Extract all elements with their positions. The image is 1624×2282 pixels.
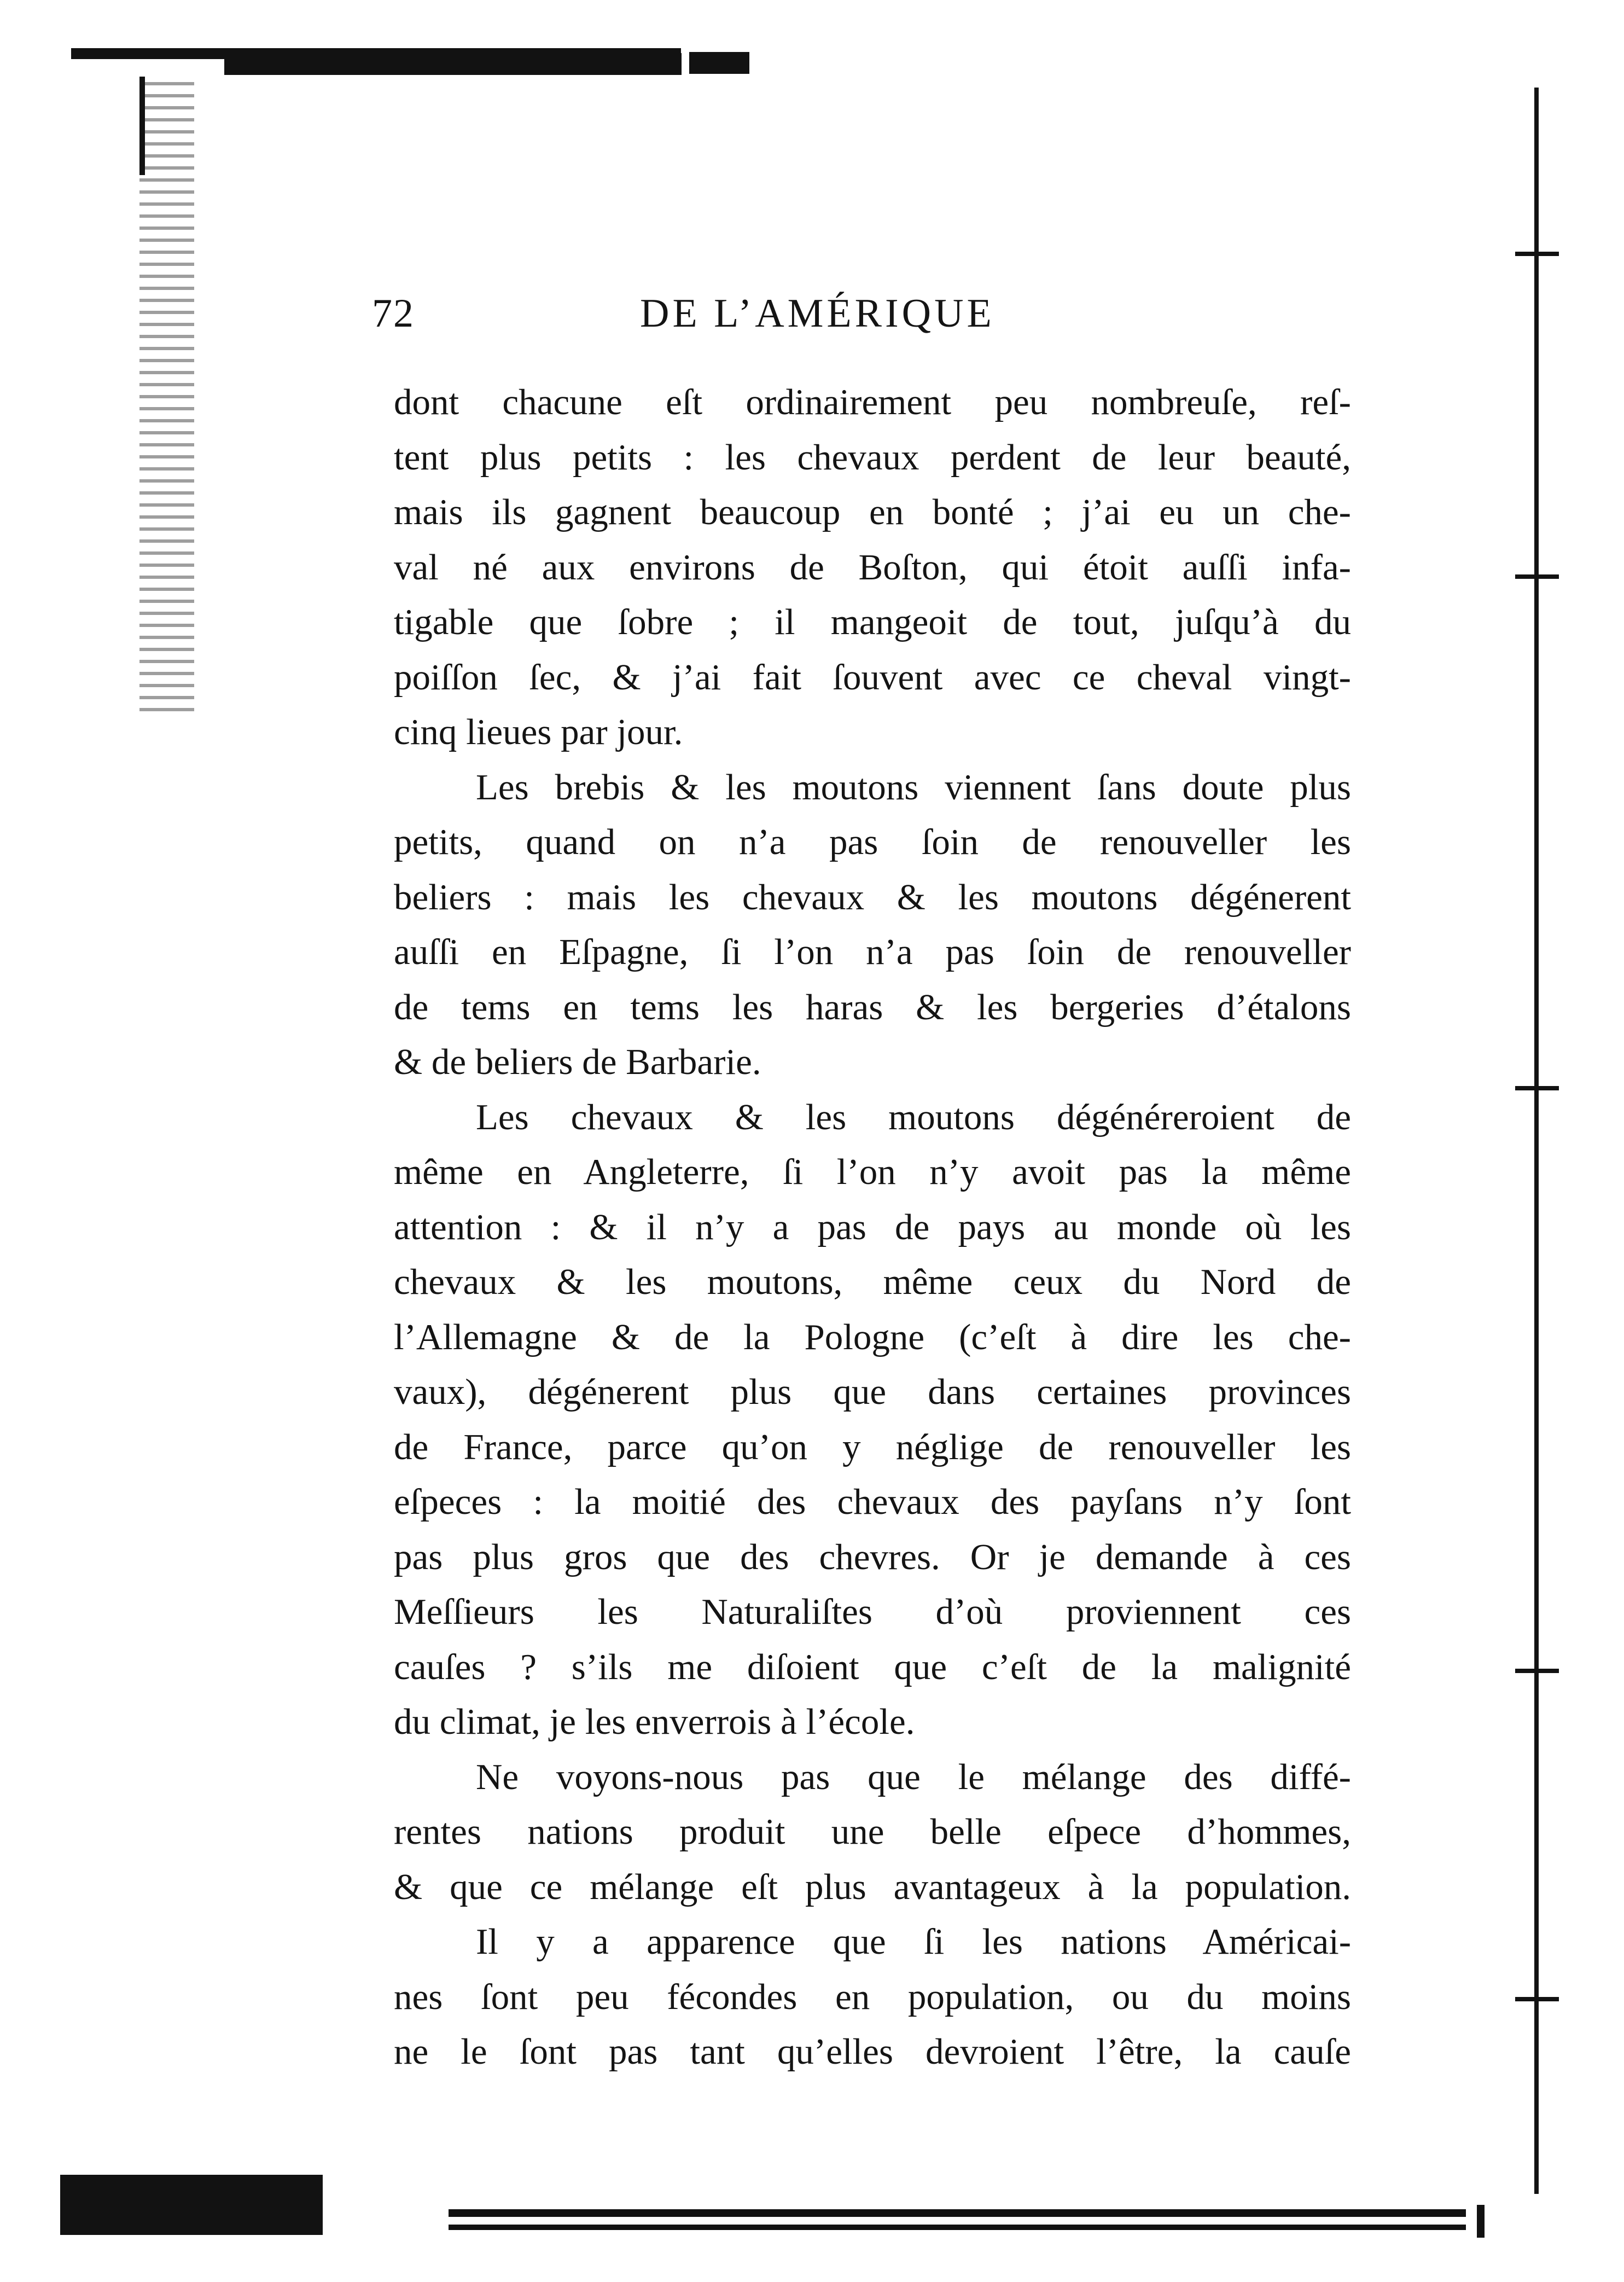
text-line: eſpeces : la moitié des chevaux des payſans n’y ſont	[394, 1482, 1351, 1522]
text-line: poiſſon ſec, & j’ai fait ſouvent avec ce cheval vingt-	[394, 657, 1351, 698]
scan-border-bottom-block	[60, 2175, 323, 2235]
text-line: nes ſont peu fécondes en population, ou du moins	[394, 1976, 1351, 2017]
text-line: du climat, je les enverrois à l’école.	[394, 1702, 915, 1742]
text-line: chevaux & les moutons, même ceux du Nord de	[394, 1262, 1351, 1302]
text-line: beliers : mais les chevaux & les moutons dégénerent	[394, 876, 1351, 918]
text-line: Meſſieurs les Naturaliſtes d’où proviennent ces	[394, 1592, 1351, 1632]
scan-border-bottom	[449, 2209, 1466, 2217]
text-line: même en Angleterre, ſi l’on n’y avoit pas la même	[394, 1152, 1351, 1192]
text-line: tigable que ſobre ; il mangeoit de tout, juſqu’à du	[394, 602, 1351, 642]
text-line: cinq lieues par jour.	[394, 712, 683, 752]
text-line: mais ils gagnent beaucoup en bonté ; j’ai eu un che-	[394, 492, 1351, 532]
page-number: 72	[372, 291, 415, 336]
running-title: DE L’AMÉRIQUE	[640, 291, 995, 336]
scan-border-top-block	[689, 52, 749, 74]
text-line: auſſi en Eſpagne, ſi l’on n’a pas ſoin de renouveller	[394, 932, 1351, 972]
scan-border-bottom-tick	[1477, 2205, 1485, 2238]
text-line: rentes nations produit une belle eſpece d’hommes,	[394, 1811, 1351, 1852]
scan-border-bottom	[449, 2225, 1466, 2230]
text-line: petits, quand on n’a pas ſoin de renouveller les	[394, 822, 1351, 862]
text-line: Ne voyons-nous pas que le mélange des diffé-	[476, 1756, 1351, 1797]
text-line: Les chevaux & les moutons dégénéreroient de	[476, 1096, 1351, 1137]
scan-tick-mark	[1515, 1997, 1559, 2001]
text-line: ne le ſont pas tant qu’elles devroient l’être, la cauſe	[394, 2031, 1351, 2072]
scan-tick-mark	[1515, 1669, 1559, 1673]
scan-tick-mark	[1515, 574, 1559, 579]
text-line: vaux), dégénerent plus que dans certaines provinces	[394, 1372, 1351, 1412]
scan-border-right	[1534, 88, 1539, 2194]
scan-tick-mark	[1515, 252, 1559, 256]
scan-border-top-thick	[224, 53, 682, 75]
text-line: Les brebis & les moutons viennent ſans doute plus	[476, 767, 1351, 808]
text-line: de tems en tems les haras & les bergeries d’étalons	[394, 986, 1351, 1027]
scan-tick-mark	[1515, 1086, 1559, 1090]
text-line: cauſes ? s’ils me diſoient que c’eſt de la malignité	[394, 1646, 1351, 1687]
running-head	[372, 289, 1094, 338]
text-line: & de beliers de Barbarie.	[394, 1042, 761, 1082]
scan-noise-left	[139, 82, 194, 711]
text-line: attention : & il n’y a pas de pays au monde où les	[394, 1206, 1351, 1247]
text-line: & que ce mélange eſt plus avantageux à la population.	[394, 1866, 1351, 1907]
text-line: tent plus petits : les chevaux perdent de leur beauté,	[394, 437, 1351, 478]
text-line: val né aux environs de Boſton, qui étoit auſſi infa-	[394, 547, 1351, 588]
text-line: Il y a apparence que ſi les nations Américai-	[476, 1921, 1351, 1962]
text-line: l’Allemagne & de la Pologne (c’eſt à dire les che-	[394, 1316, 1351, 1357]
text-line: dont chacune eſt ordinairement peu nombreuſe, reſ-	[394, 382, 1351, 422]
body-text	[394, 375, 1351, 2080]
text-line: pas plus gros que des chevres. Or je demande à ces	[394, 1536, 1351, 1577]
text-line: de France, parce qu’on y néglige de renouveller les	[394, 1426, 1351, 1467]
